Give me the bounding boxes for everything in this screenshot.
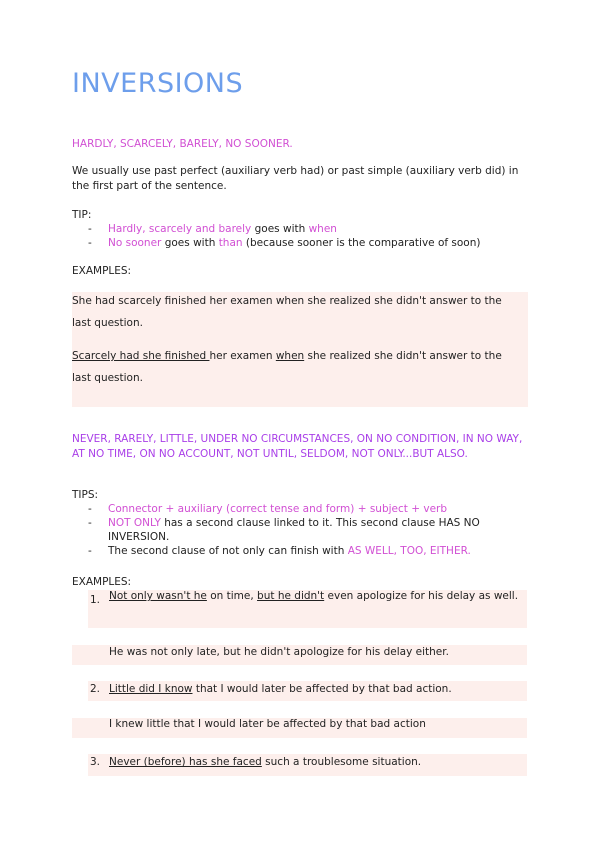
example-sentence xyxy=(109,752,524,773)
example-number: 3. xyxy=(90,756,101,768)
tip-item xyxy=(88,502,538,516)
underlined-phrase: when xyxy=(275,350,305,362)
example-alternative: He was not only late, but he didn't apologize for his delay either. xyxy=(109,646,449,658)
example-text: that I would later be affected by that bad action. xyxy=(192,683,452,695)
tip-item xyxy=(88,236,538,250)
example-text: even apologize for his delay as well. xyxy=(324,590,519,602)
tip-text: The second clause of not only can finish with xyxy=(108,545,348,557)
bullet-dash: - xyxy=(88,223,92,235)
bullet-dash: - xyxy=(88,237,92,249)
section2-examples-label: EXAMPLES: xyxy=(72,576,132,588)
underlined-phrase: Scarcely had she finished xyxy=(72,350,210,362)
tip-highlight: NOT ONLY xyxy=(108,517,161,529)
tip-item xyxy=(88,516,538,544)
example-number: 2. xyxy=(90,683,101,695)
tip-text: goes with xyxy=(161,237,219,249)
tip-item xyxy=(88,222,538,236)
example-inverted-sentence xyxy=(72,345,522,389)
section1-tip-list xyxy=(88,222,538,250)
section1-intro: We usually use past perfect (auxiliary verb had) or past simple (auxiliary verb did) in the first part of the sentence. xyxy=(72,165,519,192)
example-text: such a troublesome situation. xyxy=(261,756,422,768)
section1-tip-label: TIP: xyxy=(72,209,92,221)
bullet-dash: - xyxy=(88,517,92,529)
tip-text: has a second clause linked to it. This second clause HAS NO INVERSION. xyxy=(108,517,480,543)
tip-highlight: Hardly, scarcely and barely xyxy=(108,223,252,235)
tip-highlight: when xyxy=(308,223,337,235)
section2-tip-list xyxy=(88,502,538,558)
example-text: on time, xyxy=(206,590,258,602)
underlined-phrase: Little did I know xyxy=(109,683,193,695)
tip-text: (because sooner is the comparative of soon) xyxy=(242,237,481,249)
example-number: 1. xyxy=(90,594,101,606)
example-text: she realized she didn't answer to the last question. xyxy=(72,350,502,384)
tip-highlight: AS WELL, TOO, EITHER. xyxy=(347,545,471,557)
page-title: INVERSIONS xyxy=(72,68,244,99)
example-sentence xyxy=(109,586,524,607)
underlined-phrase: Never (before) has she faced xyxy=(109,756,262,768)
tip-item xyxy=(88,544,538,558)
tip-highlight: Connector + auxiliary (correct tense and form) + subject + verb xyxy=(108,503,448,515)
underlined-phrase: Not only wasn't he xyxy=(109,590,207,602)
example-alternative: I knew little that I would later be affected by that bad action xyxy=(109,718,426,730)
bullet-dash: - xyxy=(88,503,92,515)
section2-heading: NEVER, RARELY, LITTLE, UNDER NO CIRCUMSTANCES, ON NO CONDITION, IN NO WAY, AT NO TIME, ON NO ACCOUNT, NOT UNTIL, SELDOM, NOT ONLY...BUT ALSO. xyxy=(72,433,523,460)
section2-tips-label: TIPS: xyxy=(72,489,99,501)
tip-highlight: than xyxy=(218,237,243,249)
section1-heading: HARDLY, SCARCELY, BARELY, NO SOONER. xyxy=(72,138,293,150)
section1-examples-label: EXAMPLES: xyxy=(72,265,132,277)
tip-text: goes with xyxy=(251,223,309,235)
example-sentence: She had scarcely finished her examen when she realized she didn't answer to the last question. xyxy=(72,295,502,329)
example-text: her examen xyxy=(209,350,276,362)
bullet-dash: - xyxy=(88,545,92,557)
underlined-phrase: but he didn't xyxy=(257,590,325,602)
example-sentence xyxy=(109,679,524,700)
tip-highlight: No sooner xyxy=(108,237,162,249)
